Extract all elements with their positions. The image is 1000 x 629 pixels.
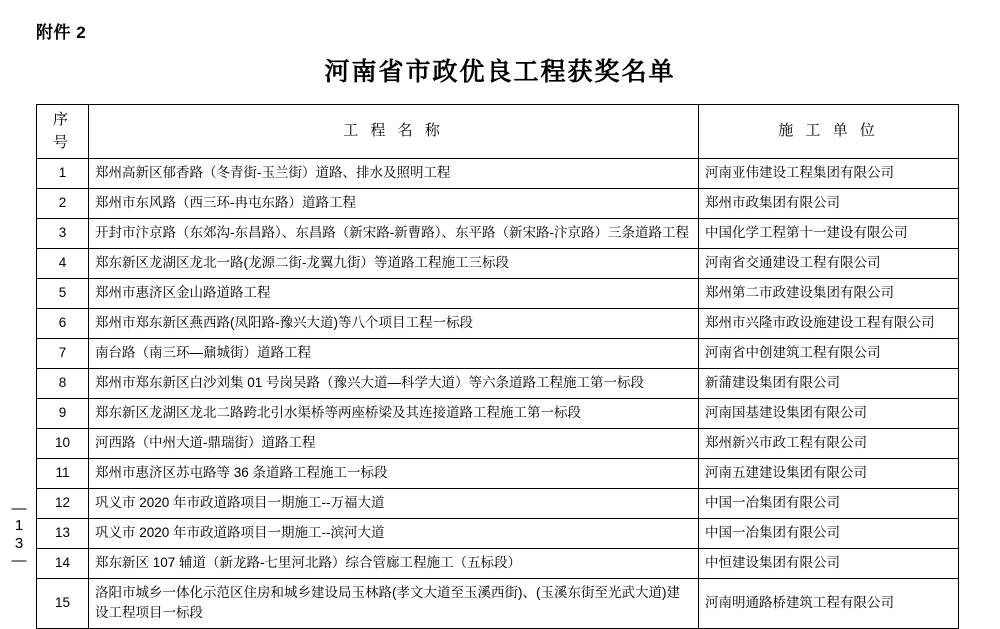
cell-num: 6 (37, 309, 89, 339)
cell-project-name: 郑州市东风路（西三环-冉屯东路）道路工程 (89, 189, 699, 219)
cell-construction-unit: 河南省交通建设工程有限公司 (699, 249, 959, 279)
cell-construction-unit: 郑州第二市政建设集团有限公司 (699, 279, 959, 309)
attachment-label: 附件 2 (36, 23, 87, 42)
table-row (37, 249, 959, 279)
cell-project-name: 郑州市郑东新区燕西路(凤阳路-豫兴大道)等八个项目工程一标段 (89, 309, 699, 339)
cell-construction-unit: 新蒲建设集团有限公司 (699, 369, 959, 399)
cell-num: 15 (37, 579, 89, 629)
column-header-name: 工 程 名 称 (89, 105, 699, 159)
page-number-mark-bottom: — (11, 551, 27, 569)
table-row (37, 549, 959, 579)
cell-project-name: 郑州高新区郁香路（冬青街-玉兰街）道路、排水及照明工程 (89, 159, 699, 189)
page-number-digit-1: 1 (14, 517, 24, 535)
table-row (37, 369, 959, 399)
cell-project-name: 河西路（中州大道-鼎瑞街）道路工程 (89, 429, 699, 459)
table-header-row (37, 105, 959, 159)
table-row (37, 339, 959, 369)
cell-num: 3 (37, 219, 89, 249)
cell-construction-unit: 中国一冶集团有限公司 (699, 519, 959, 549)
cell-construction-unit: 郑州市政集团有限公司 (699, 189, 959, 219)
table-row (37, 489, 959, 519)
cell-project-name: 洛阳市城乡一体化示范区住房和城乡建设局玉林路(孝文大道至玉溪西街)、(玉溪东街至光武大道)建设工程项目一标段 (89, 579, 699, 629)
cell-construction-unit: 郑州市兴隆市政设施建设工程有限公司 (699, 309, 959, 339)
cell-project-name: 郑东新区龙湖区龙北一路(龙源二街-龙翼九街）等道路工程施工三标段 (89, 249, 699, 279)
cell-construction-unit: 郑州新兴市政工程有限公司 (699, 429, 959, 459)
cell-num: 13 (37, 519, 89, 549)
cell-construction-unit: 河南亚伟建设工程集团有限公司 (699, 159, 959, 189)
table-header (37, 105, 959, 159)
cell-num: 14 (37, 549, 89, 579)
page-title: 河南省市政优良工程获奖名单 (324, 58, 676, 86)
cell-num: 9 (37, 399, 89, 429)
cell-num: 4 (37, 249, 89, 279)
cell-project-name: 郑州市郑东新区白沙刘集 01 号岗吴路（豫兴大道—科学大道）等六条道路工程施工第一标段 (89, 369, 699, 399)
column-header-num: 序 号 (37, 105, 89, 159)
cell-project-name: 巩义市 2020 年市政道路项目一期施工--万福大道 (89, 489, 699, 519)
cell-project-name: 郑州市惠济区苏屯路等 36 条道路工程施工一标段 (89, 459, 699, 489)
award-table (36, 104, 959, 629)
table-body (37, 159, 959, 629)
cell-num: 5 (37, 279, 89, 309)
cell-project-name: 郑东新区 107 辅道（新龙路-七里河北路）综合管廊工程施工（五标段） (89, 549, 699, 579)
cell-num: 12 (37, 489, 89, 519)
column-header-unit: 施 工 单 位 (699, 105, 959, 159)
cell-num: 10 (37, 429, 89, 459)
cell-construction-unit: 中恒建设集团有限公司 (699, 549, 959, 579)
cell-construction-unit: 河南明通路桥建筑工程有限公司 (699, 579, 959, 629)
cell-num: 11 (37, 459, 89, 489)
cell-project-name: 南台路（南三环—鼐城街）道路工程 (89, 339, 699, 369)
table-row (37, 309, 959, 339)
page-number-mark-top: — (11, 500, 27, 517)
cell-num: 1 (37, 159, 89, 189)
cell-project-name: 郑东新区龙湖区龙北二路跨北引水渠桥等两座桥梁及其连接道路工程施工第一标段 (89, 399, 699, 429)
cell-num: 8 (37, 369, 89, 399)
cell-project-name: 郑州市惠济区金山路道路工程 (89, 279, 699, 309)
table-row (37, 429, 959, 459)
cell-construction-unit: 中国化学工程第十一建设有限公司 (699, 219, 959, 249)
table-row (37, 159, 959, 189)
cell-project-name: 巩义市 2020 年市政道路项目一期施工--滨河大道 (89, 519, 699, 549)
cell-construction-unit: 中国一冶集团有限公司 (699, 489, 959, 519)
table-row (37, 279, 959, 309)
cell-construction-unit: 河南五建建设集团有限公司 (699, 459, 959, 489)
cell-project-name: 开封市汴京路（东郊沟-东昌路）、东昌路（新宋路-新曹路）、东平路（新宋路-汴京路）三条道路工程 (89, 219, 699, 249)
table-row (37, 189, 959, 219)
table-row (37, 519, 959, 549)
page-number-digit-2: 3 (14, 534, 24, 552)
table-row (37, 219, 959, 249)
cell-num: 2 (37, 189, 89, 219)
table-row (37, 459, 959, 489)
table-row (37, 399, 959, 429)
cell-construction-unit: 河南省中创建筑工程有限公司 (699, 339, 959, 369)
page-number (6, 500, 32, 569)
award-table-container (36, 104, 958, 629)
table-row (37, 579, 959, 629)
cell-construction-unit: 河南国基建设集团有限公司 (699, 399, 959, 429)
cell-num: 7 (37, 339, 89, 369)
